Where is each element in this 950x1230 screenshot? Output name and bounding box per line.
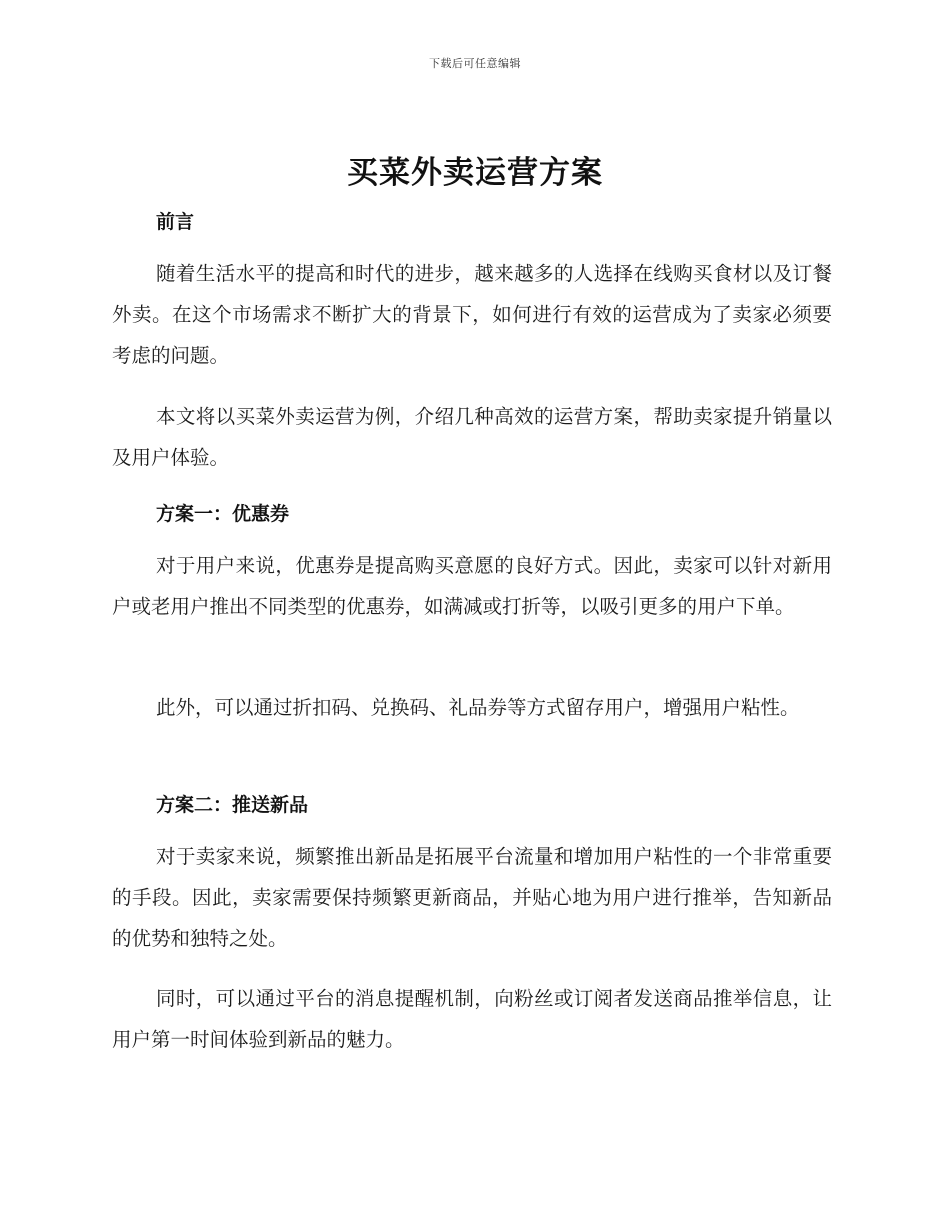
paragraph: 对于用户来说，优惠券是提高购买意愿的良好方式。因此，卖家可以针对新用户或老用户推出不同类型的优惠券，如满减或打折等，以吸引更多的用户下单。 xyxy=(112,554,832,618)
paragraph: 此外，可以通过折扣码、兑换码、礼品券等方式留存用户，增强用户粘性。 xyxy=(156,696,800,719)
section-heading-plan-one: 方案一：优惠券 xyxy=(156,503,290,525)
header-note: 下载后可任意编辑 xyxy=(429,57,521,70)
paragraph: 本文将以买菜外卖运营为例，介绍几种高效的运营方案，帮助卖家提升销量以及用户体验。 xyxy=(112,405,832,469)
section-heading-preface: 前言 xyxy=(156,211,195,233)
section-heading-plan-two: 方案二：推送新品 xyxy=(156,794,309,816)
paragraph: 随着生活水平的提高和时代的进步，越来越多的人选择在线购买食材以及订餐外卖。在这个市场需求不断扩大的背景下，如何进行有效的运营成为了卖家必须要考虑的问题。 xyxy=(112,262,832,367)
document-title: 买菜外卖运营方案 xyxy=(347,155,603,191)
paragraph: 同时，可以通过平台的消息提醒机制，向粉丝或订阅者发送商品推举信息，让用户第一时间体验到新品的魅力。 xyxy=(112,987,832,1051)
paragraph: 对于卖家来说，频繁推出新品是拓展平台流量和增加用户粘性的一个非常重要的手段。因此，卖家需要保持频繁更新商品，并贴心地为用户进行推举，告知新品的优势和独特之处。 xyxy=(112,845,832,950)
